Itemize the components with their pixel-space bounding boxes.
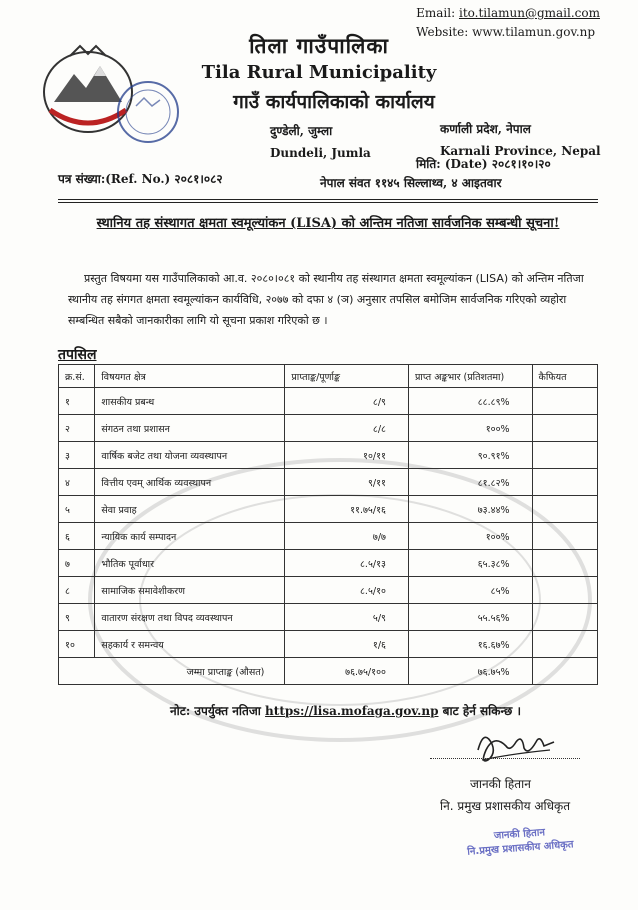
address-left <box>270 120 371 164</box>
municipality-name-np: तिला गाउँपालिका <box>249 33 389 58</box>
cell-sn: ९ <box>59 604 95 631</box>
table-row <box>59 469 598 496</box>
municipality-name-en: Tila Rural Municipality <box>201 62 437 83</box>
letter-date: मिति: (Date) २०८१।१०।२० <box>416 157 551 171</box>
total-score: ७६.७५/१०० <box>285 658 409 685</box>
address-right-np: कर्णाली प्रदेश, नेपाल <box>440 122 531 136</box>
cell-remarks <box>532 442 597 469</box>
cell-area: न्यायिक कार्य सम्पादन <box>95 523 285 550</box>
cell-score: १/६ <box>285 631 409 658</box>
cell-remarks <box>532 469 597 496</box>
cell-percent: ८१.८२% <box>408 469 532 496</box>
lisa-result-table <box>58 364 598 685</box>
header-divider-2 <box>58 202 598 203</box>
cell-percent: ७३.४४% <box>408 496 532 523</box>
table-row <box>59 604 598 631</box>
address-right-en: Karnali Province, Nepal <box>440 144 601 158</box>
cell-area: संगठन तथा प्रशासन <box>95 415 285 442</box>
official-stamp <box>449 823 591 861</box>
cell-percent: ८५% <box>408 577 532 604</box>
notice-subject: स्थानिय तह संस्थागत क्षमता स्वमूल्यांकन (LISA) को अन्तिम नतिजा सार्वजनिक सम्बन्धी सूचना! <box>96 216 560 231</box>
total-remarks <box>532 658 597 685</box>
cell-sn: ८ <box>59 577 95 604</box>
signatory-name: जानकी हितान <box>470 777 531 791</box>
cell-score: ७/७ <box>285 523 409 550</box>
cell-percent: ८८.८९% <box>408 388 532 415</box>
signature-line <box>430 758 580 759</box>
total-percent: ७६.७५% <box>408 658 532 685</box>
col-header-area: विषयगत क्षेत्र <box>95 365 285 388</box>
address-left-np: दुण्डेली, जुम्ला <box>270 124 333 138</box>
col-header-remarks: कैफियत <box>532 365 597 388</box>
table-header-row <box>59 365 598 388</box>
cell-remarks <box>532 550 597 577</box>
cell-remarks <box>532 631 597 658</box>
signatory-title: नि. प्रमुख प्रशासकीय अधिकृत <box>440 799 571 813</box>
cell-percent: १००% <box>408 415 532 442</box>
note-line <box>170 702 521 719</box>
lisa-portal-link[interactable]: https://lisa.mofaga.gov.np <box>265 704 439 718</box>
table-row <box>59 523 598 550</box>
cell-area: सहकार्य र समन्वय <box>95 631 285 658</box>
table-total-row <box>59 658 598 685</box>
cell-remarks <box>532 388 597 415</box>
cell-percent: १६.६७% <box>408 631 532 658</box>
col-header-score: प्राप्ताङ्क/पूर्णाङ्क <box>285 365 409 388</box>
cell-score: ११.७५/१६ <box>285 496 409 523</box>
cell-remarks <box>532 604 597 631</box>
office-name-np: गाउँ कार्यपालिकाको कार्यालय <box>233 91 435 113</box>
email-link[interactable]: ito.tilamun@gmail.com <box>458 6 600 20</box>
handwritten-signature <box>470 720 560 770</box>
cell-area: शासकीय प्रबन्ध <box>95 388 285 415</box>
cell-sn: १० <box>59 631 95 658</box>
table-row <box>59 442 598 469</box>
cell-area: सामाजिक समावेशीकरण <box>95 577 285 604</box>
cell-score: ५/९ <box>285 604 409 631</box>
note-prefix: नोट: उपर्युक्त नतिजा <box>170 704 261 718</box>
col-header-sn: क्र.सं. <box>59 365 95 388</box>
website-label: Website: <box>416 25 469 39</box>
cell-area: वातारण संरक्षण तथा विपद व्यवस्थापन <box>95 604 285 631</box>
cell-sn: ६ <box>59 523 95 550</box>
table-row <box>59 631 598 658</box>
header-divider <box>58 199 598 200</box>
table-row <box>59 577 598 604</box>
notice-body: प्रस्तुत विषयमा यस गाउँपालिकाको आ.व. २०८०।०८१ को स्थानीय तह संस्थागत क्षमता स्वमूल्यांकन (LISA) को अन्तिम नतिजा स्थानीय तह संगगत क्षमता स्वमूल्यांकन कार्यविधि, २०७७ को दफा ४ (ञ) अनुसार तपसिल बमोजिम सार्वजनिक गरिएको व्यहोरा सम्बन्धित सबैको जानकारीका लागि यो सूचना प्रकाश गरिएको छ । <box>68 272 584 327</box>
table-row <box>59 496 598 523</box>
cell-remarks <box>532 496 597 523</box>
table-row <box>59 388 598 415</box>
cell-percent: ६५.३८% <box>408 550 532 577</box>
stamp-name: जानकी हितान <box>493 827 546 842</box>
cell-score: ८.५/१३ <box>285 550 409 577</box>
nepal-samvat-date: नेपाल संवत ११४५ सिल्लाथ्व, ४ आइतवार <box>320 176 502 190</box>
cell-sn: ५ <box>59 496 95 523</box>
email-label: Email: <box>416 6 456 20</box>
cell-remarks <box>532 415 597 442</box>
total-label: जम्मा प्राप्ताङ्क (औसत) <box>59 658 285 685</box>
stamp-title: नि.प्रमुख प्रशासकीय अधिकृत <box>466 839 574 858</box>
cell-remarks <box>532 577 597 604</box>
cell-percent: ९०.९१% <box>408 442 532 469</box>
cell-sn: ४ <box>59 469 95 496</box>
tapasil-heading: तपसिल <box>58 347 97 363</box>
cell-sn: ७ <box>59 550 95 577</box>
cell-sn: २ <box>59 415 95 442</box>
cell-remarks <box>532 523 597 550</box>
table-row <box>59 550 598 577</box>
cell-area: वार्षिक बजेट तथा योजना व्यवस्थापन <box>95 442 285 469</box>
col-header-percent: प्राप्त अङ्कभार (प्रतिशतमा) <box>408 365 532 388</box>
cell-sn: १ <box>59 388 95 415</box>
cell-score: १०/११ <box>285 442 409 469</box>
cell-percent: ५५.५६% <box>408 604 532 631</box>
reference-number: पत्र संख्या:(Ref. No.) २०८१।०८२ <box>58 172 223 186</box>
cell-area: वित्तीय एवम् आर्थिक व्यवस्थापन <box>95 469 285 496</box>
cell-score: ९/११ <box>285 469 409 496</box>
cell-score: ८.५/१० <box>285 577 409 604</box>
website-text: www.tilamun.gov.np <box>472 25 596 39</box>
cell-score: ८/९ <box>285 388 409 415</box>
cell-area: भौतिक पूर्वाधार <box>95 550 285 577</box>
cell-percent: १००% <box>408 523 532 550</box>
cell-area: सेवा प्रवाह <box>95 496 285 523</box>
cell-score: ८/८ <box>285 415 409 442</box>
cell-sn: ३ <box>59 442 95 469</box>
table-row <box>59 415 598 442</box>
address-left-en: Dundeli, Jumla <box>270 146 371 160</box>
note-suffix: बाट हेर्न सकिन्छ । <box>442 704 522 718</box>
